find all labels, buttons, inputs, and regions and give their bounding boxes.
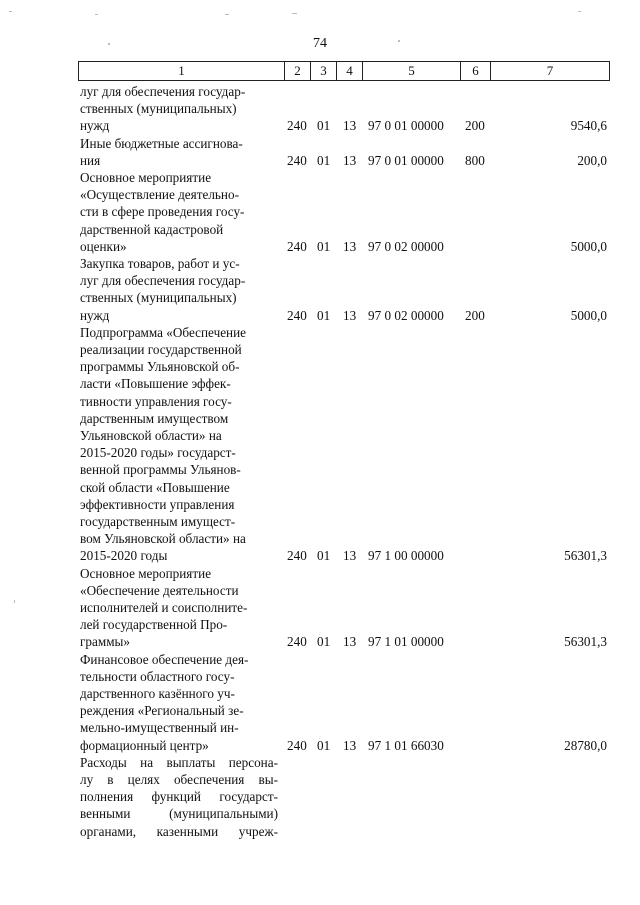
row-col-5: 97 0 02 00000 xyxy=(368,307,444,323)
row-description: Основное мероприятие «Обеспечение деятельности исполнителей и соисполните- лей государственной Про- граммы» xyxy=(80,565,248,650)
page-number: 74 xyxy=(313,36,327,51)
row-col-2: 240 xyxy=(287,634,307,650)
row-col-6: 200 xyxy=(465,307,485,323)
row-col-7: 5000,0 xyxy=(570,307,607,323)
scan-speck xyxy=(95,14,98,15)
row-description: Закупка товаров, работ и ус- луг для обеспечения государ- ственных (муниципальных) нужд xyxy=(80,256,246,323)
header-col-7: 7 xyxy=(490,62,610,80)
row-col-2: 240 xyxy=(287,238,307,254)
row-col-7: 200,0 xyxy=(577,152,607,168)
scan-speck xyxy=(398,40,400,42)
header-col-1: 1 xyxy=(78,62,284,80)
scan-speck xyxy=(108,43,110,45)
row-description: Финансовое обеспечение дея- тельности областного госу- дарственного казённого уч- реждения «Региональный зе- мельно-имущественный ин- формационный центр» xyxy=(80,651,249,753)
row-col-6: 800 xyxy=(465,152,485,168)
row-col-5: 97 0 01 00000 xyxy=(368,118,444,134)
row-col-5: 97 1 01 66030 xyxy=(368,737,444,753)
row-col-2: 240 xyxy=(287,152,307,168)
row-col-4: 13 xyxy=(343,307,357,323)
row-col-3: 01 xyxy=(317,238,331,254)
row-description: Основное мероприятие «Осуществление деятельно- сти в сфере проведения госу- дарственной кадастровой оценки» xyxy=(80,170,245,254)
row-col-4: 13 xyxy=(343,634,357,650)
row-col-3: 01 xyxy=(317,737,331,753)
row-col-7: 9540,6 xyxy=(570,118,607,134)
row-col-3: 01 xyxy=(317,118,331,134)
row-description: Подпрограмма «Обеспечение реализации государственной программы Ульяновской об- ласти «Повышение эффек- тивности управления госу- дарственным имуществом Ульяновской области» на 2015-2020 годы» государст- венной программы Ульянов- ской области «Повышение эффективности управления государственным имущест- вом Ульяновской области» на 2015-2020 годы xyxy=(80,324,247,564)
header-col-3: 3 xyxy=(310,62,336,80)
scan-speck xyxy=(14,600,15,603)
row-col-5: 97 1 00 00000 xyxy=(368,548,444,564)
table-header xyxy=(78,61,610,81)
row-col-4: 13 xyxy=(343,737,357,753)
row-col-7: 56301,3 xyxy=(564,548,607,564)
row-col-2: 240 xyxy=(287,307,307,323)
row-col-5: 97 1 01 00000 xyxy=(368,634,444,650)
row-col-4: 13 xyxy=(343,238,357,254)
header-col-2: 2 xyxy=(284,62,310,80)
row-col-7: 56301,3 xyxy=(564,634,607,650)
row-col-2: 240 xyxy=(287,548,307,564)
row-col-7: 5000,0 xyxy=(570,238,607,254)
row-description: Расходы на выплаты персона- лу в целях обеспечения вы- полнения функций государст- венными (муниципальными) органами, казенными учреж- xyxy=(80,754,278,839)
row-col-7: 28780,0 xyxy=(564,737,607,753)
scan-speck xyxy=(292,13,297,14)
scan-speck xyxy=(9,11,12,12)
row-col-2: 240 xyxy=(287,118,307,134)
header-col-5: 5 xyxy=(362,62,460,80)
row-description: Иные бюджетные ассигнова- ния xyxy=(80,135,243,168)
row-col-3: 01 xyxy=(317,634,331,650)
row-col-6: 200 xyxy=(465,118,485,134)
row-col-5: 97 0 01 00000 xyxy=(368,152,444,168)
row-description: луг для обеспечения государ- ственных (муниципальных) нужд xyxy=(80,84,246,134)
row-col-3: 01 xyxy=(317,307,331,323)
row-col-5: 97 0 02 00000 xyxy=(368,238,444,254)
row-col-4: 13 xyxy=(343,118,357,134)
scan-speck xyxy=(225,14,229,15)
row-col-3: 01 xyxy=(317,548,331,564)
row-col-2: 240 xyxy=(287,737,307,753)
header-col-6: 6 xyxy=(460,62,490,80)
scan-speck xyxy=(578,11,581,12)
row-col-4: 13 xyxy=(343,152,357,168)
row-col-3: 01 xyxy=(317,152,331,168)
row-col-4: 13 xyxy=(343,548,357,564)
header-col-4: 4 xyxy=(336,62,362,80)
